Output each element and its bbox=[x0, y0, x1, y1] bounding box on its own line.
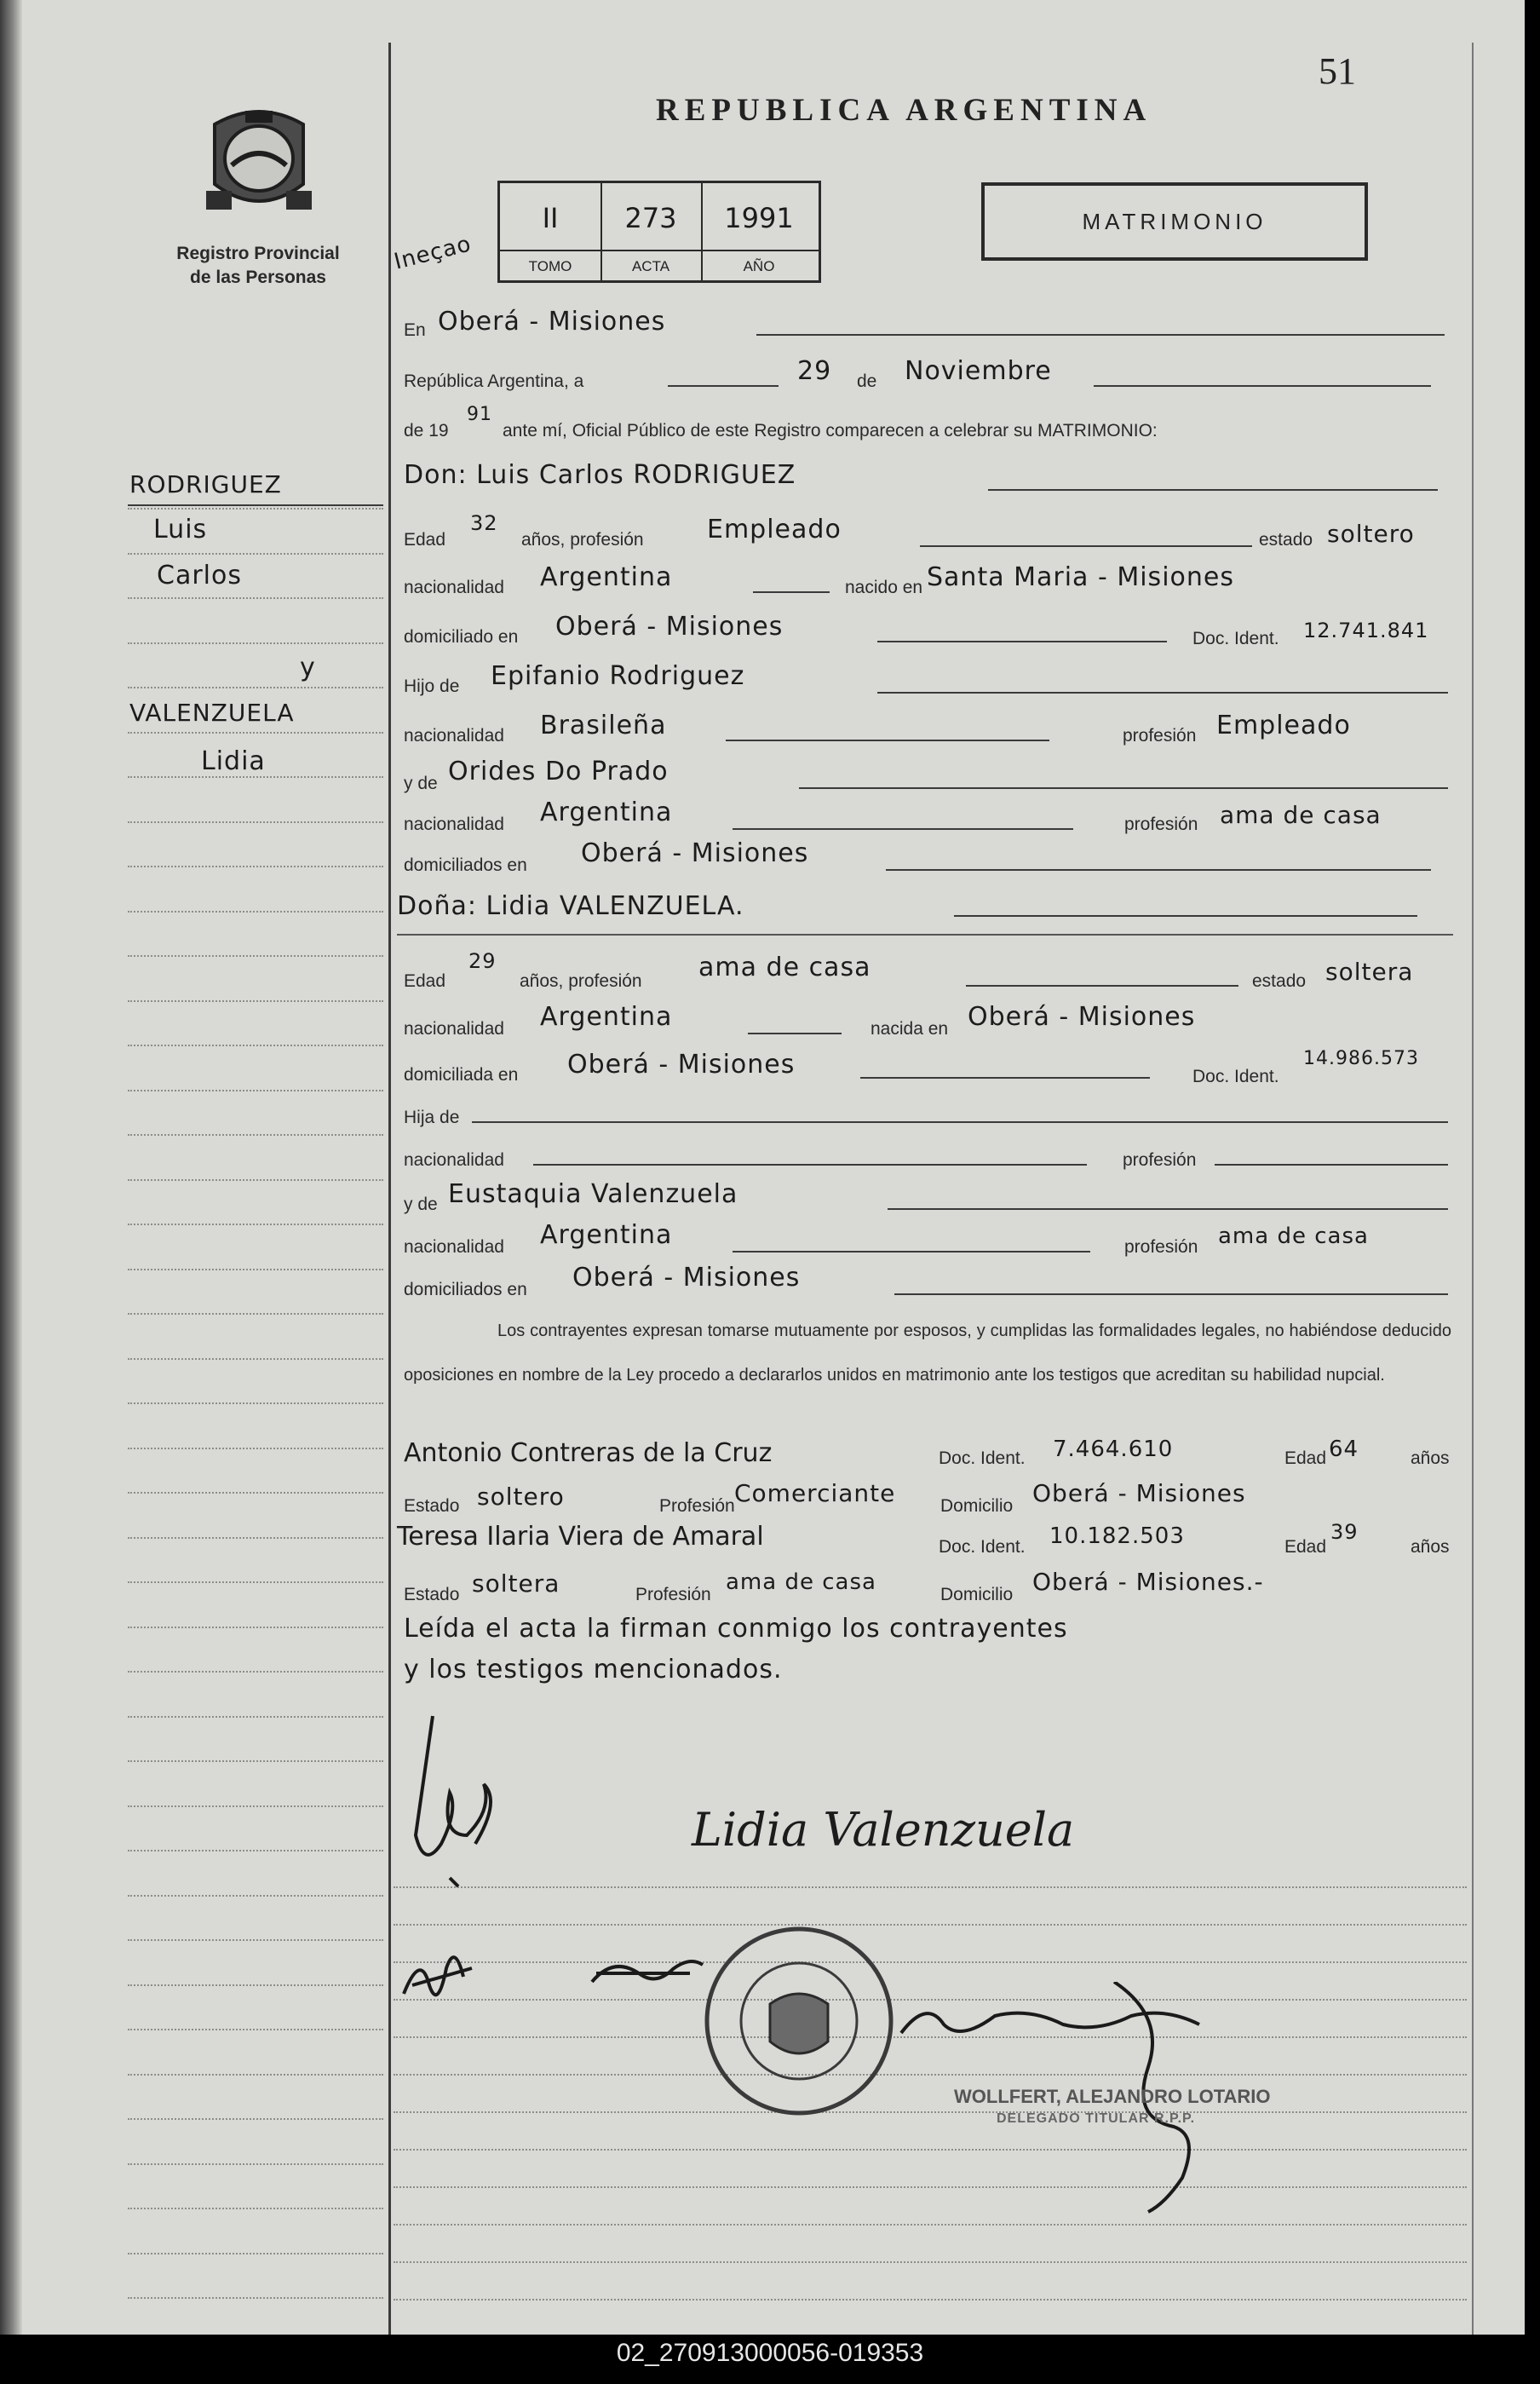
rule-line bbox=[128, 2297, 383, 2299]
margin-note: Carlos bbox=[157, 561, 242, 590]
margin-note: VALENZUELA bbox=[129, 699, 295, 727]
margin-line-right bbox=[1472, 43, 1474, 2335]
rule-line bbox=[128, 2118, 383, 2120]
rule-line bbox=[128, 911, 383, 913]
groom-edad-label: Edad bbox=[404, 530, 446, 550]
bride-doc-label: Doc. Ident. bbox=[1192, 1067, 1279, 1086]
witness-1-residence: Oberá - Misiones bbox=[1032, 1479, 1246, 1507]
groom-doc-label: Doc. Ident. bbox=[1192, 629, 1279, 648]
acta-label: ACTA bbox=[631, 258, 670, 274]
groom-estado-label: estado bbox=[1259, 530, 1313, 550]
bride-parents-domicilio-label: domiciliados en bbox=[404, 1280, 527, 1299]
rule-line bbox=[128, 1895, 383, 1897]
witness-2-edad-label: Edad bbox=[1284, 1537, 1327, 1557]
bride-father-profesion-label: profesión bbox=[1123, 1150, 1197, 1170]
rule-line bbox=[128, 553, 383, 555]
ano-value: 1991 bbox=[724, 202, 794, 234]
rule-line bbox=[128, 1627, 383, 1628]
official-seal-icon bbox=[700, 1922, 898, 2120]
groom-age: 32 bbox=[470, 511, 498, 535]
bride-estado-label: estado bbox=[1252, 971, 1307, 991]
acta-value: 273 bbox=[624, 202, 677, 234]
rule-line bbox=[394, 2261, 1467, 2263]
witness-1-profession: Comerciante bbox=[734, 1479, 896, 1507]
groom-profession: Empleado bbox=[707, 515, 842, 544]
bride-status: soltera bbox=[1325, 958, 1414, 986]
rule-line bbox=[128, 687, 383, 688]
rule-line bbox=[128, 1045, 383, 1046]
bride-edad-label: Edad bbox=[404, 971, 446, 991]
tomo-label: TOMO bbox=[528, 258, 572, 274]
rule-line bbox=[128, 2029, 383, 2030]
margin-note: RODRIGUEZ bbox=[129, 470, 282, 498]
bride-nacionalidad-label: nacionalidad bbox=[404, 1019, 504, 1039]
witness-1-signature-icon bbox=[395, 1934, 480, 2019]
groom-father-nationality: Brasileña bbox=[540, 711, 667, 740]
bride-mother-profession: ama de casa bbox=[1218, 1224, 1369, 1249]
witness-1-name: Antonio Contreras de la Cruz bbox=[404, 1438, 773, 1468]
rule-line bbox=[128, 1581, 383, 1583]
groom-father: Epifanio Rodriguez bbox=[491, 661, 745, 691]
groom-mother-nationality: Argentina bbox=[540, 798, 673, 827]
witness-1-domicilio-label: Domicilio bbox=[940, 1496, 1014, 1516]
bride-hija-label: Hija de bbox=[404, 1108, 460, 1127]
bride-doc: 14.986.573 bbox=[1303, 1048, 1419, 1069]
rule-line bbox=[128, 1805, 383, 1807]
de-label: de bbox=[857, 371, 877, 391]
month-value: Noviembre bbox=[905, 356, 1052, 386]
bride-nacida-label: nacida en bbox=[871, 1019, 949, 1039]
bride-mother-nacionalidad-label: nacionalidad bbox=[404, 1237, 504, 1257]
groom-nacido-label: nacido en bbox=[845, 578, 923, 597]
image-code: 02_270913000056-019353 bbox=[616, 2339, 924, 2367]
page-title: REPUBLICA ARGENTINA bbox=[656, 93, 1152, 128]
bride-father-nacionalidad-label: nacionalidad bbox=[404, 1150, 504, 1170]
rule-line bbox=[128, 508, 383, 510]
bride-yde-label: y de bbox=[404, 1195, 438, 1214]
record-type-box: MATRIMONIO bbox=[981, 182, 1368, 261]
republica-label: República Argentina, a bbox=[404, 371, 584, 391]
witness-2-anos-label: años bbox=[1411, 1537, 1450, 1557]
tomo-acta-ano-box bbox=[497, 181, 821, 283]
groom-mother-profesion-label: profesión bbox=[1124, 815, 1198, 834]
rule-line bbox=[128, 1090, 383, 1091]
bride-signature: Lidia Valenzuela bbox=[692, 1803, 1075, 1857]
rule-line bbox=[128, 776, 383, 778]
bride-birthplace: Oberá - Misiones bbox=[968, 1002, 1196, 1032]
rule-line bbox=[128, 1537, 383, 1539]
closing-line-1: Leída el acta la firman conmigo los contrayentes bbox=[404, 1614, 1068, 1644]
bride-residence: Oberá - Misiones bbox=[567, 1050, 796, 1080]
bride-domicilio-label: domiciliada en bbox=[404, 1065, 519, 1085]
witness-1-edad-label: Edad bbox=[1284, 1448, 1327, 1468]
margin-line-left bbox=[388, 43, 391, 2335]
registry-emblem-icon bbox=[198, 99, 320, 218]
rule-line bbox=[128, 1000, 383, 1002]
rule-line bbox=[128, 1313, 383, 1315]
rule-line bbox=[128, 1716, 383, 1718]
witness-2-age: 39 bbox=[1330, 1520, 1359, 1544]
year-suffix-value: 91 bbox=[467, 404, 492, 425]
en-label: En bbox=[404, 320, 426, 340]
rule-line bbox=[128, 2163, 383, 2165]
rule-line bbox=[128, 642, 383, 644]
rule-line bbox=[128, 597, 383, 599]
groom-profesion-label: años, profesión bbox=[521, 530, 644, 550]
groom-birthplace: Santa Maria - Misiones bbox=[927, 562, 1234, 592]
tomo-value: II bbox=[542, 202, 559, 234]
de19-label: de 19 bbox=[404, 421, 449, 441]
rule-line bbox=[128, 1134, 383, 1136]
groom-name: Don: Luis Carlos RODRIGUEZ bbox=[404, 460, 796, 490]
groom-father-nacionalidad-label: nacionalidad bbox=[404, 726, 504, 746]
groom-doc: 12.741.841 bbox=[1303, 619, 1429, 642]
rule-line bbox=[128, 1671, 383, 1673]
rule-line bbox=[128, 866, 383, 867]
rule-line bbox=[394, 2299, 1467, 2301]
witness-1-status: soltero bbox=[477, 1483, 565, 1511]
witness-1-estado-label: Estado bbox=[404, 1496, 460, 1516]
margin-note: y bbox=[300, 653, 316, 682]
witness-2-profesion-label: Profesión bbox=[635, 1585, 711, 1604]
rule-line bbox=[128, 1492, 383, 1494]
margin-note: Luis bbox=[153, 515, 208, 544]
groom-parents-domicilio-label: domiciliados en bbox=[404, 855, 527, 875]
intro-text: ante mí, Oficial Público de este Registro comparecen a celebrar su MATRIMONIO: bbox=[503, 421, 1158, 441]
witness-2-profession: ama de casa bbox=[726, 1569, 876, 1595]
groom-nacionalidad-label: nacionalidad bbox=[404, 578, 504, 597]
witness-1-profesion-label: Profesión bbox=[659, 1496, 735, 1516]
closing-line-2: y los testigos mencionados. bbox=[404, 1655, 783, 1684]
rule-line bbox=[128, 821, 383, 823]
rule-line bbox=[128, 1984, 383, 1986]
bride-mother-profesion-label: profesión bbox=[1124, 1237, 1198, 1257]
reference-annotation: Ineçao bbox=[391, 231, 474, 275]
rule-line bbox=[128, 2208, 383, 2209]
rule-line bbox=[128, 1760, 383, 1762]
rule-line bbox=[128, 2074, 383, 2076]
official-name: WOLLFERT, ALEJANDRO LOTARIO bbox=[954, 2086, 1271, 2107]
rule-line bbox=[394, 1961, 1467, 1963]
bride-mother: Eustaquia Valenzuela bbox=[448, 1179, 738, 1209]
groom-parents-residence: Oberá - Misiones bbox=[581, 838, 809, 868]
groom-residence: Oberá - Misiones bbox=[555, 612, 784, 642]
witness-2-name: Teresa Ilaria Viera de Amaral bbox=[397, 1522, 764, 1552]
rule-line bbox=[128, 1402, 383, 1404]
groom-signature-icon bbox=[399, 1707, 526, 1895]
witness-2-status: soltera bbox=[472, 1569, 560, 1598]
witness-2-domicilio-label: Domicilio bbox=[940, 1585, 1014, 1604]
bride-age: 29 bbox=[468, 949, 497, 973]
rule-line bbox=[128, 1448, 383, 1449]
rule-line bbox=[394, 1924, 1467, 1926]
bride-name: Doña: Lidia VALENZUELA. bbox=[397, 891, 744, 921]
groom-status: soltero bbox=[1327, 520, 1415, 548]
rule-line bbox=[128, 1850, 383, 1851]
place-value: Oberá - Misiones bbox=[438, 307, 666, 337]
declaration-text: Los contrayentes expresan tomarse mutuamente por esposos, y cumplidas las formalidades legales, no habiéndose deducido oposiciones en nombre de la Ley procedo a declararlos unidos en matrimonio ante los testigos que acreditan su habilidad nupcial. bbox=[404, 1322, 1451, 1385]
rule-line bbox=[128, 955, 383, 957]
rule-line bbox=[128, 1269, 383, 1270]
day-value: 29 bbox=[797, 356, 832, 386]
groom-mother: Orides Do Prado bbox=[448, 757, 669, 786]
witness-1-doc: 7.464.610 bbox=[1053, 1437, 1174, 1462]
witness-1-age: 64 bbox=[1329, 1437, 1359, 1462]
groom-nationality: Argentina bbox=[540, 562, 673, 592]
groom-hijo-label: Hijo de bbox=[404, 677, 460, 696]
groom-mother-profession: ama de casa bbox=[1220, 801, 1382, 829]
groom-domicilio-label: domiciliado en bbox=[404, 627, 519, 647]
bride-parents-residence: Oberá - Misiones bbox=[572, 1263, 801, 1293]
rule-line bbox=[128, 1358, 383, 1360]
bride-mother-nationality: Argentina bbox=[540, 1220, 673, 1250]
groom-yde-label: y de bbox=[404, 774, 438, 793]
witness-2-signature-icon bbox=[588, 1948, 707, 1999]
groom-father-profession: Empleado bbox=[1216, 711, 1351, 740]
page-number: 51 bbox=[1319, 50, 1356, 92]
groom-mother-nacionalidad-label: nacionalidad bbox=[404, 815, 504, 834]
rule-line bbox=[128, 2253, 383, 2254]
bride-nationality: Argentina bbox=[540, 1002, 673, 1032]
witness-2-residence: Oberá - Misiones.- bbox=[1032, 1568, 1264, 1596]
registry-name: Registro Provincial de las Personas bbox=[176, 244, 340, 287]
witness-2-estado-label: Estado bbox=[404, 1585, 460, 1604]
rule-line bbox=[128, 732, 383, 734]
official-title: DELEGADO TITULAR R.P.P. bbox=[997, 2111, 1196, 2126]
groom-father-profesion-label: profesión bbox=[1123, 726, 1197, 746]
rule-line bbox=[394, 2224, 1467, 2226]
rule-line bbox=[128, 1939, 383, 1941]
bride-profession: ama de casa bbox=[698, 953, 871, 982]
witness-1-anos-label: años bbox=[1411, 1448, 1450, 1468]
witness-1-doc-label: Doc. Ident. bbox=[939, 1448, 1026, 1468]
ano-label: AÑO bbox=[743, 258, 775, 274]
rule-line bbox=[394, 1886, 1467, 1888]
rule-line bbox=[128, 1224, 383, 1225]
margin-note: Lidia bbox=[201, 746, 266, 776]
witness-2-doc: 10.182.503 bbox=[1049, 1523, 1185, 1549]
bride-profesion-label: años, profesión bbox=[520, 971, 642, 991]
rule-line bbox=[128, 1179, 383, 1181]
witness-2-doc-label: Doc. Ident. bbox=[939, 1537, 1026, 1557]
